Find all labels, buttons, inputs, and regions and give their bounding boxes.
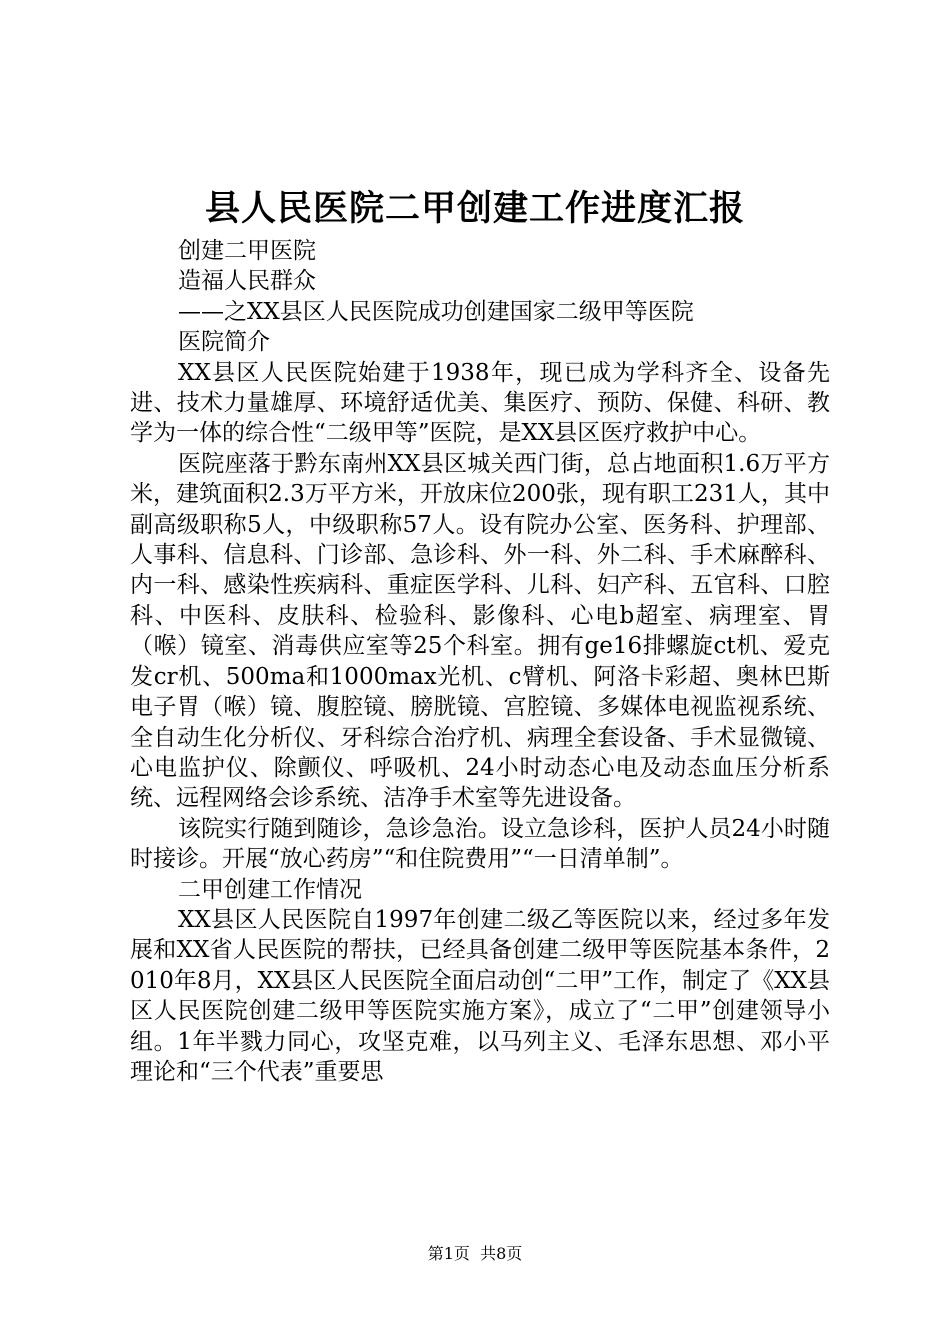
paragraph-intro: XX县区人民医院始建于1938年，现已成为学科齐全、设备先进、技术力量雄厚、环境舒适优美、集医疗、预防、保健、科研、教学为一体的综合性“二级甲等”医院，是XX县区医疗救护中心。 — [130, 359, 830, 447]
subtitle-line-2: 造福人民群众 — [178, 268, 316, 295]
section-heading-creation: 二甲创建工作情况 — [178, 876, 362, 903]
paragraph-emergency: 该院实行随到随诊，急诊急治。设立急诊科，医护人员24小时随时接诊。开展“放心药房”“和住院费用”“一日清单制”。 — [130, 815, 830, 873]
document-body — [130, 236, 830, 1087]
subtitle-line-1: 创建二甲医院 — [178, 238, 316, 264]
paragraph-location: 医院座落于黔东南州XX县区城关西门街，总占地面积1.6万平方米，建筑面积2.3万平方米，开放床位200张，现有职工231人，其中副高级职称5人，中级职称57人。设有院办公室、医务科、护理部、人事科、信息科、门诊部、急诊科、外一科、外二科、手术麻醉科、内一科、感染性疾病科、重症医学科、儿科、妇产科、五官科、口腔科、中医科、皮肤科、检验科、影像科、心电b超室、病理室、胃（喉）镜室、消毒供应室等25个科室。拥有ge16排螺旋ct机、爱克发cr机、500ma和1000max光机、c臂机、阿洛卡彩超、奥林巴斯电子胃（喉）镜、腹腔镜、膀胱镜、宫腔镜、多媒体电视监视系统、全自动生化分析仪、牙科综合治疗机、病理全套设备、手术显微镜、心电监护仪、除颤仪、呼吸机、24小时动态心电及动态血压分析系统、远程网络会诊系统、洁净手术室等先进设备。 — [130, 450, 830, 812]
paragraph-creation: XX县区人民医院自1997年创建二级乙等医院以来，经过多年发展和XX省人民医院的帮扶，已经具备创建二级甲等医院基本条件，2010年8月，XX县区人民医院全面启动创“二甲”工作，制定了《XX县区人民医院创建二级甲等医院实施方案》，成立了“二甲”创建领导小组。1年半戮力同心，攻坚克难，以马列主义、毛泽东思想、邓小平理论和“三个代表”重要思 — [130, 906, 830, 1085]
section-heading-intro: 医院简介 — [178, 329, 270, 356]
page-number: 第1页 共8页 — [427, 1244, 523, 1263]
subtitle-line-3: ——之XX县区人民医院成功创建国家二级甲等医院 — [178, 298, 694, 325]
page-footer — [0, 1244, 950, 1264]
document-title: 县人民医院二甲创建工作进度汇报 — [204, 188, 745, 229]
